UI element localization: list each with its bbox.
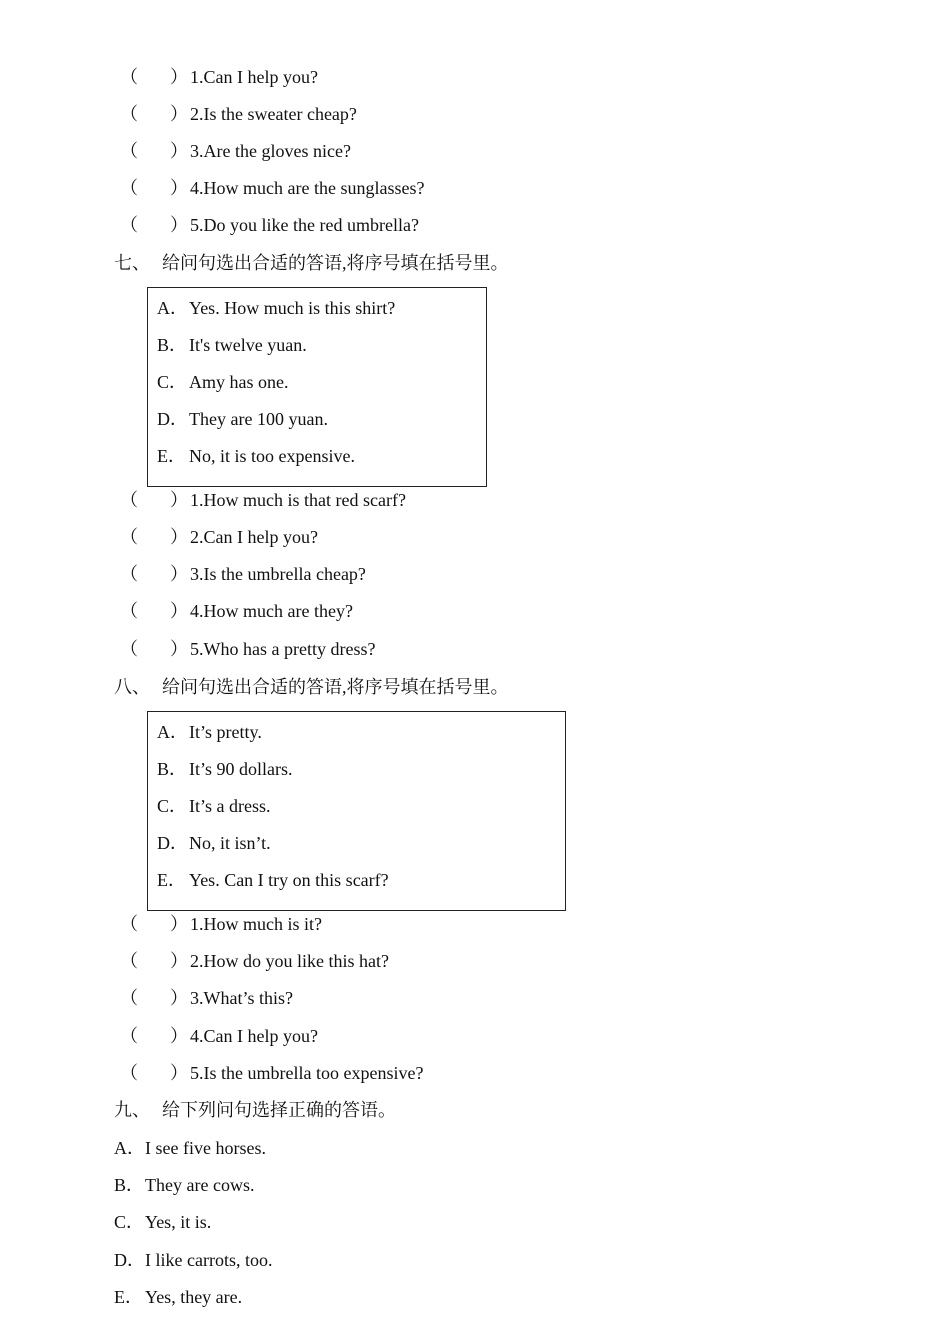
answer-options-box [147,287,487,487]
answer-paren-open: （ [120,1063,138,1083]
answer-paren-open: （ [120,178,138,198]
option-text: Yes, they are. [145,1287,243,1307]
option-text: Yes. How much is this shirt? [189,298,396,318]
answer-options-box [147,711,566,911]
answer-option [157,295,395,321]
answer-paren-close: ） [170,1026,188,1046]
answer-paren-close: ） [170,639,188,659]
option-text: They are cows. [145,1175,255,1195]
answer-paren-open: （ [120,141,138,161]
option-text: I see five horses. [145,1138,266,1158]
question-text: 2.Is the sweater cheap? [190,104,357,124]
option-text: They are 100 yuan. [189,409,328,429]
answer-paren-close: ） [170,490,188,510]
section-number: 九、 [114,1100,150,1120]
section-heading [114,674,509,700]
answer-option [157,793,270,819]
answer-option [114,1135,266,1161]
option-text: It’s pretty. [189,722,262,742]
answer-paren-close: ） [170,564,188,584]
option-letter: D． [157,833,188,853]
option-text: It’s 90 dollars. [189,759,293,779]
question-text: 3.Are the gloves nice? [190,141,351,161]
answer-option [157,719,262,745]
answer-option [114,1247,272,1273]
answer-paren-open: （ [120,601,138,621]
answer-option [157,756,293,782]
answer-paren-close: ） [170,141,188,161]
option-letter: B． [157,335,188,355]
option-letter: C． [157,372,188,392]
answer-paren-close: ） [170,601,188,621]
answer-paren-open: （ [120,104,138,124]
option-text: Yes. Can I try on this scarf? [189,870,389,890]
option-text: No, it is too expensive. [189,446,355,466]
option-letter: C． [114,1212,145,1232]
section-instruction: 给下列问句选择正确的答语。 [162,1100,396,1120]
question-text: 1.How much is it? [190,914,322,934]
answer-paren-close: ） [170,1063,188,1083]
answer-option [114,1172,254,1198]
option-text: No, it isn’t. [189,833,271,853]
option-letter: B． [157,759,188,779]
question-text: 3.What’s this? [190,988,293,1008]
question-text: 4.How much are the sunglasses? [190,178,425,198]
answer-paren-open: （ [120,1026,138,1046]
option-letter: A． [157,298,188,318]
answer-paren-close: ） [170,215,188,235]
option-text: Yes, it is. [145,1212,212,1232]
question-text: 1.How much is that red scarf? [190,490,406,510]
answer-paren-open: （ [120,490,138,510]
question-text: 2.Can I help you? [190,527,318,547]
answer-paren-close: ） [170,178,188,198]
answer-option [157,830,271,856]
answer-option [157,443,355,469]
option-letter: A． [157,722,188,742]
question-text: 2.How do you like this hat? [190,951,389,971]
answer-paren-close: ） [170,988,188,1008]
option-letter: E． [114,1287,143,1307]
option-letter: C． [157,796,188,816]
answer-paren-open: （ [120,914,138,934]
option-text: It's twelve yuan. [189,335,307,355]
option-text: I like carrots, too. [145,1250,273,1270]
answer-paren-close: ） [170,104,188,124]
answer-paren-open: （ [120,527,138,547]
answer-paren-close: ） [170,914,188,934]
section-heading [114,250,509,276]
answer-option [114,1284,242,1310]
section-number: 八、 [114,677,150,697]
answer-paren-open: （ [120,67,138,87]
option-letter: D． [157,409,188,429]
answer-paren-open: （ [120,215,138,235]
question-text: 4.How much are they? [190,601,353,621]
answer-paren-open: （ [120,564,138,584]
question-text: 4.Can I help you? [190,1026,318,1046]
option-text: Amy has one. [189,372,289,392]
question-text: 1.Can I help you? [190,67,318,87]
answer-option [157,406,328,432]
section-instruction: 给问句选出合适的答语,将序号填在括号里。 [162,253,509,273]
question-text: 3.Is the umbrella cheap? [190,564,366,584]
section-number: 七、 [114,253,150,273]
question-text: 5.Do you like the red umbrella? [190,215,419,235]
answer-option [157,369,288,395]
section-heading [114,1097,396,1123]
answer-paren-open: （ [120,988,138,1008]
answer-paren-close: ） [170,527,188,547]
option-letter: E． [157,870,186,890]
answer-paren-open: （ [120,951,138,971]
answer-paren-close: ） [170,951,188,971]
answer-option [114,1209,211,1235]
section-instruction: 给问句选出合适的答语,将序号填在括号里。 [162,677,509,697]
question-text: 5.Is the umbrella too expensive? [190,1063,424,1083]
answer-option [157,332,307,358]
question-text: 5.Who has a pretty dress? [190,639,376,659]
option-letter: A． [114,1138,145,1158]
option-letter: B． [114,1175,145,1195]
option-text: It’s a dress. [189,796,271,816]
option-letter: E． [157,446,186,466]
answer-paren-close: ） [170,67,188,87]
answer-paren-open: （ [120,639,138,659]
option-letter: D． [114,1250,145,1270]
answer-option [157,867,389,893]
